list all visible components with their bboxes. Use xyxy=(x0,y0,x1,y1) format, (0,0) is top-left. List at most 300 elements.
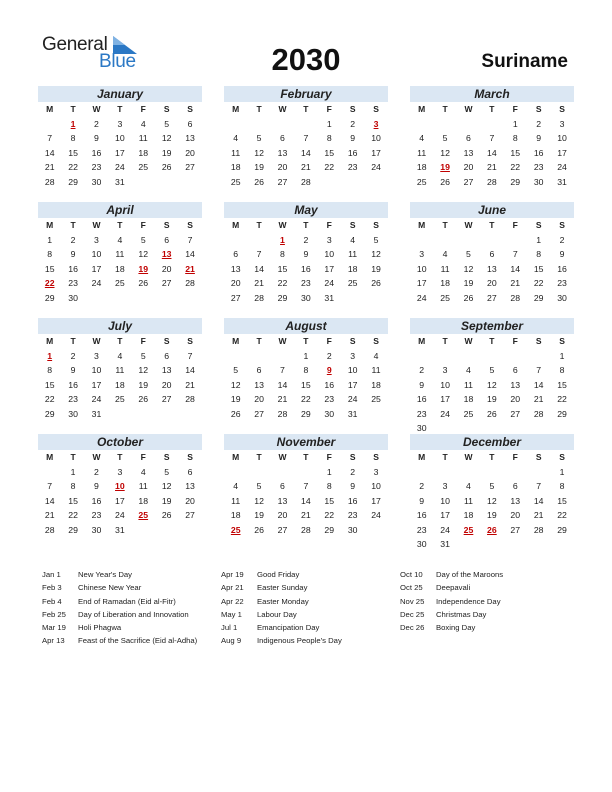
weekday-header: S xyxy=(535,336,542,346)
day-cell: 7 xyxy=(303,133,309,143)
day-cell: 26 xyxy=(487,408,497,419)
day-cell: 3 xyxy=(442,365,448,375)
logo-word-general: General xyxy=(42,34,108,55)
empty-cell xyxy=(410,349,433,364)
weekday-header: S xyxy=(349,336,356,346)
day-cell: 6 xyxy=(512,481,518,491)
day-cell: 16 xyxy=(68,379,78,390)
weekday-header: M xyxy=(46,336,54,346)
day-cell: 8 xyxy=(280,249,285,259)
day-cell: 7 xyxy=(303,481,309,491)
holiday-name: End of Ramadan (Eid al-Fitr) xyxy=(78,596,176,606)
day-cell: 21 xyxy=(301,510,311,520)
month-title: April xyxy=(38,202,202,218)
weekday-header: T xyxy=(442,220,448,230)
day-cell: 20 xyxy=(185,147,195,158)
holiday-day-cell: 9 xyxy=(326,365,332,375)
empty-cell xyxy=(433,117,456,132)
weekday-header: M xyxy=(46,104,54,114)
day-cell: 11 xyxy=(115,249,125,259)
day-cell: 8 xyxy=(326,133,332,143)
day-cell: 2 xyxy=(419,481,425,491)
day-cell: 12 xyxy=(440,147,450,158)
month-december xyxy=(410,434,574,552)
day-cell: 8 xyxy=(512,133,518,143)
day-cell: 19 xyxy=(487,394,497,404)
day-cell: 22 xyxy=(324,510,335,520)
day-cell: 15 xyxy=(557,495,567,506)
holiday-date: Oct 10 xyxy=(400,570,423,579)
empty-cell xyxy=(480,233,503,248)
day-cell: 15 xyxy=(533,263,544,274)
holiday-entry xyxy=(42,634,197,647)
day-cell: 19 xyxy=(230,394,241,404)
day-cell: 9 xyxy=(419,495,425,506)
day-cell: 16 xyxy=(91,147,102,158)
day-cell: 3 xyxy=(117,466,123,477)
logo-word-blue: Blue xyxy=(99,51,136,72)
day-cell: 5 xyxy=(373,234,379,245)
weekday-header: S xyxy=(559,336,565,346)
day-cell: 24 xyxy=(115,510,125,520)
empty-cell xyxy=(38,465,61,480)
day-cell: 13 xyxy=(510,495,521,506)
day-cell: 30 xyxy=(347,524,358,535)
holiday-date: Apr 19 xyxy=(221,570,244,579)
day-cell: 16 xyxy=(557,263,567,274)
day-cell: 14 xyxy=(487,147,497,158)
holiday-date: Mar 19 xyxy=(42,623,66,633)
holiday-date: Apr 13 xyxy=(42,636,65,646)
day-cell: 28 xyxy=(44,176,55,187)
holiday-name: Christmas Day xyxy=(436,609,487,619)
day-cell: 27 xyxy=(185,162,195,172)
holiday-date: Aug 9 xyxy=(221,636,242,646)
holiday-column xyxy=(221,568,342,648)
day-cell: 6 xyxy=(512,365,518,375)
day-cell: 27 xyxy=(277,524,288,535)
month-october xyxy=(38,434,202,537)
day-cell: 28 xyxy=(254,292,264,303)
day-cell: 30 xyxy=(68,408,78,419)
day-cell: 12 xyxy=(254,495,264,506)
day-cell: 2 xyxy=(94,118,99,129)
day-cell: 6 xyxy=(466,133,471,143)
holiday-day-cell: 25 xyxy=(138,510,149,520)
day-cell: 22 xyxy=(533,278,544,288)
holiday-entry xyxy=(221,634,342,647)
month-november xyxy=(224,434,388,537)
day-cell: 21 xyxy=(44,162,55,172)
weekday-header: T xyxy=(303,220,309,230)
weekday-header: S xyxy=(163,452,170,462)
day-cell: 15 xyxy=(277,263,288,274)
weekday-header: F xyxy=(512,452,518,462)
day-cell: 15 xyxy=(44,263,55,274)
day-cell: 12 xyxy=(138,249,149,259)
day-cell: 4 xyxy=(117,350,123,361)
day-cell: 7 xyxy=(512,249,518,259)
weekday-header: W xyxy=(92,220,101,230)
day-cell: 27 xyxy=(185,510,195,520)
day-cell: 12 xyxy=(230,379,241,390)
day-cell: 13 xyxy=(185,481,195,491)
day-cell: 7 xyxy=(280,365,285,375)
day-cell: 27 xyxy=(487,292,497,303)
day-cell: 26 xyxy=(138,394,149,404)
weekday-header: F xyxy=(140,220,146,230)
weekday-header: T xyxy=(256,104,262,114)
day-cell: 21 xyxy=(254,278,264,288)
day-cell: 11 xyxy=(463,495,473,506)
weekday-header: T xyxy=(489,220,495,230)
day-cell: 19 xyxy=(254,510,264,520)
day-cell: 12 xyxy=(371,249,381,259)
weekday-header: T xyxy=(442,452,448,462)
holiday-date: Dec 25 xyxy=(400,609,425,619)
weekday-header: T xyxy=(70,220,76,230)
day-cell: 31 xyxy=(91,408,102,419)
empty-cell xyxy=(247,349,270,364)
weekday-header: T xyxy=(442,336,448,346)
holiday-entry xyxy=(400,595,503,608)
day-cell: 13 xyxy=(463,147,474,158)
day-cell: 15 xyxy=(68,495,78,506)
empty-cell xyxy=(271,349,294,364)
day-cell: 25 xyxy=(416,176,427,187)
day-cell: 2 xyxy=(70,350,76,361)
day-cell: 9 xyxy=(536,133,542,143)
day-cell: 1 xyxy=(512,118,518,129)
day-cell: 23 xyxy=(347,162,358,172)
day-cell: 28 xyxy=(185,278,195,288)
empty-cell xyxy=(410,465,433,480)
day-cell: 12 xyxy=(254,147,264,158)
day-cell: 20 xyxy=(161,263,172,274)
day-cell: 20 xyxy=(510,510,521,520)
empty-cell xyxy=(294,465,317,480)
weekday-header: S xyxy=(373,104,379,114)
day-cell: 26 xyxy=(254,524,264,535)
weekday-header: S xyxy=(187,452,193,462)
day-cell: 6 xyxy=(164,350,170,361)
day-cell: 14 xyxy=(254,263,264,274)
month-grid xyxy=(410,450,574,552)
empty-cell xyxy=(410,117,433,132)
weekday-header: W xyxy=(464,220,473,230)
day-cell: 23 xyxy=(557,278,567,288)
day-cell: 26 xyxy=(371,278,381,288)
day-cell: 10 xyxy=(557,133,567,143)
day-cell: 28 xyxy=(301,524,311,535)
empty-cell xyxy=(480,465,503,480)
empty-cell xyxy=(38,117,61,132)
day-cell: 26 xyxy=(161,510,172,520)
month-grid xyxy=(38,450,202,537)
holiday-name: Good Friday xyxy=(257,570,300,579)
month-title: August xyxy=(224,318,388,334)
day-cell: 16 xyxy=(416,394,427,404)
holiday-name: Easter Sunday xyxy=(257,583,308,593)
month-january xyxy=(38,86,202,189)
day-cell: 22 xyxy=(324,162,335,172)
day-cell: 23 xyxy=(324,394,335,404)
weekday-header: F xyxy=(140,336,146,346)
day-cell: 26 xyxy=(254,176,264,187)
day-cell: 14 xyxy=(44,147,55,158)
weekday-header: S xyxy=(535,220,542,230)
day-cell: 20 xyxy=(463,162,474,172)
day-cell: 13 xyxy=(487,263,497,274)
weekday-header: S xyxy=(559,104,565,114)
weekday-header: T xyxy=(256,452,262,462)
day-cell: 21 xyxy=(487,162,497,172)
holiday-date: Oct 25 xyxy=(400,583,423,593)
day-cell: 16 xyxy=(68,263,78,274)
holiday-entry xyxy=(400,581,503,594)
weekday-header: M xyxy=(418,220,426,230)
holiday-name: Day of Liberation and Innovation xyxy=(78,609,189,619)
weekday-header: S xyxy=(187,220,193,230)
day-cell: 2 xyxy=(70,234,76,245)
holiday-day-cell: 3 xyxy=(373,118,379,129)
weekday-header: S xyxy=(535,104,542,114)
weekday-header: T xyxy=(303,336,309,346)
day-cell: 11 xyxy=(440,263,450,274)
day-cell: 8 xyxy=(559,365,565,375)
day-cell: 3 xyxy=(419,249,425,259)
day-cell: 16 xyxy=(347,147,358,158)
day-cell: 29 xyxy=(557,408,567,419)
holiday-entry xyxy=(42,621,197,634)
day-cell: 11 xyxy=(417,147,427,158)
day-cell: 28 xyxy=(533,524,544,535)
day-cell: 5 xyxy=(489,481,495,491)
weekday-header: S xyxy=(187,336,193,346)
weekday-header: T xyxy=(117,220,123,230)
holiday-entry xyxy=(42,608,197,621)
weekday-header: M xyxy=(418,336,426,346)
day-cell: 11 xyxy=(371,365,381,375)
day-cell: 17 xyxy=(440,394,450,404)
day-cell: 30 xyxy=(557,292,567,303)
day-cell: 13 xyxy=(254,379,264,390)
weekday-header: T xyxy=(117,104,123,114)
day-cell: 14 xyxy=(185,249,195,259)
day-cell: 9 xyxy=(94,133,99,143)
holiday-name: Chinese New Year xyxy=(78,583,142,593)
day-cell: 6 xyxy=(256,365,262,375)
day-cell: 16 xyxy=(533,147,544,158)
holiday-date: Dec 26 xyxy=(400,623,425,633)
day-cell: 24 xyxy=(416,292,427,303)
day-cell: 12 xyxy=(487,379,497,390)
weekday-header: T xyxy=(117,452,123,462)
day-cell: 2 xyxy=(350,466,356,477)
holiday-day-cell: 10 xyxy=(115,481,125,491)
day-cell: 3 xyxy=(326,234,332,245)
day-cell: 18 xyxy=(138,495,149,506)
weekday-header: W xyxy=(92,104,101,114)
day-cell: 24 xyxy=(115,162,125,172)
empty-cell xyxy=(433,465,456,480)
day-cell: 12 xyxy=(138,365,149,375)
month-title: May xyxy=(224,202,388,218)
empty-cell xyxy=(433,233,456,248)
day-cell: 19 xyxy=(463,278,474,288)
month-july xyxy=(38,318,202,421)
weekday-header: M xyxy=(46,452,54,462)
day-cell: 6 xyxy=(187,466,193,477)
empty-cell xyxy=(224,117,247,132)
weekday-header: S xyxy=(349,220,356,230)
day-cell: 9 xyxy=(350,481,356,491)
day-cell: 18 xyxy=(463,394,474,404)
day-cell: 15 xyxy=(301,379,311,390)
empty-cell xyxy=(247,465,270,480)
day-cell: 12 xyxy=(487,495,497,506)
day-cell: 5 xyxy=(442,133,448,143)
day-cell: 5 xyxy=(233,365,239,375)
weekday-header: F xyxy=(326,452,332,462)
day-cell: 10 xyxy=(371,481,381,491)
day-cell: 2 xyxy=(419,365,425,375)
day-cell: 11 xyxy=(138,133,148,143)
weekday-header: W xyxy=(92,336,101,346)
day-cell: 29 xyxy=(44,408,55,419)
holiday-entry xyxy=(221,568,342,581)
weekday-header: S xyxy=(373,336,379,346)
day-cell: 26 xyxy=(463,292,474,303)
day-cell: 24 xyxy=(91,394,102,404)
month-april xyxy=(38,202,202,305)
day-cell: 31 xyxy=(115,176,125,187)
day-cell: 25 xyxy=(230,176,241,187)
day-cell: 25 xyxy=(138,162,149,172)
day-cell: 7 xyxy=(187,350,193,361)
day-cell: 21 xyxy=(533,510,544,520)
day-cell: 20 xyxy=(161,379,172,390)
day-cell: 3 xyxy=(373,466,379,477)
weekday-header: M xyxy=(232,220,240,230)
day-cell: 9 xyxy=(350,133,356,143)
year-title: 2030 xyxy=(271,42,341,77)
month-grid xyxy=(38,334,202,421)
empty-cell xyxy=(433,349,456,364)
day-cell: 27 xyxy=(510,408,521,419)
empty-cell xyxy=(247,233,270,248)
holiday-name: Feast of the Sacrifice (Eid al-Adha) xyxy=(78,636,198,646)
day-cell: 5 xyxy=(164,118,170,129)
weekday-header: T xyxy=(70,336,76,346)
empty-cell xyxy=(410,233,433,248)
month-grid xyxy=(410,102,574,189)
day-cell: 23 xyxy=(347,510,358,520)
day-cell: 2 xyxy=(303,234,309,245)
month-title: October xyxy=(38,434,202,450)
holiday-day-cell: 19 xyxy=(138,263,149,274)
day-cell: 6 xyxy=(187,118,193,129)
day-cell: 22 xyxy=(277,278,288,288)
day-cell: 8 xyxy=(303,365,309,375)
month-september xyxy=(410,318,574,436)
day-cell: 9 xyxy=(70,365,76,375)
holiday-entry xyxy=(400,621,503,634)
weekday-header: S xyxy=(187,104,193,114)
weekday-header: F xyxy=(512,220,518,230)
holiday-entry xyxy=(221,608,342,621)
empty-cell xyxy=(224,233,247,248)
weekday-header: S xyxy=(373,220,379,230)
day-cell: 29 xyxy=(533,292,544,303)
day-cell: 28 xyxy=(533,408,544,419)
day-cell: 18 xyxy=(115,263,125,274)
day-cell: 16 xyxy=(347,495,358,506)
day-cell: 11 xyxy=(463,379,473,390)
month-title: December xyxy=(410,434,574,450)
day-cell: 4 xyxy=(442,249,448,259)
day-cell: 5 xyxy=(256,481,262,491)
day-cell: 30 xyxy=(533,176,544,187)
day-cell: 19 xyxy=(138,379,149,390)
day-cell: 24 xyxy=(91,278,102,288)
day-cell: 21 xyxy=(44,510,55,520)
day-cell: 10 xyxy=(115,133,125,143)
day-cell: 18 xyxy=(463,510,474,520)
day-cell: 10 xyxy=(440,379,450,390)
day-cell: 2 xyxy=(94,466,99,477)
weekday-header: M xyxy=(232,452,240,462)
day-cell: 31 xyxy=(440,539,450,549)
month-march xyxy=(410,86,574,189)
empty-cell xyxy=(504,465,527,480)
day-cell: 4 xyxy=(233,133,239,143)
day-cell: 15 xyxy=(324,495,335,506)
day-cell: 21 xyxy=(277,394,288,404)
day-cell: 17 xyxy=(371,147,381,158)
day-cell: 17 xyxy=(557,147,567,158)
day-cell: 28 xyxy=(301,176,311,187)
day-cell: 3 xyxy=(94,234,99,245)
weekday-header: M xyxy=(418,452,426,462)
day-cell: 31 xyxy=(557,176,567,187)
day-cell: 21 xyxy=(185,379,195,390)
day-cell: 19 xyxy=(371,263,381,274)
day-cell: 8 xyxy=(47,365,53,375)
day-cell: 27 xyxy=(161,278,172,288)
day-cell: 3 xyxy=(350,350,356,361)
day-cell: 15 xyxy=(44,379,55,390)
day-cell: 1 xyxy=(559,466,565,477)
day-cell: 7 xyxy=(536,481,542,491)
weekday-header: F xyxy=(140,452,146,462)
empty-cell xyxy=(224,465,247,480)
empty-cell xyxy=(457,233,480,248)
holiday-name: Deepavali xyxy=(436,583,471,593)
day-cell: 22 xyxy=(301,394,311,404)
day-cell: 1 xyxy=(559,350,565,361)
day-cell: 7 xyxy=(187,234,193,245)
holiday-name: Boxing Day xyxy=(436,623,476,633)
weekday-header: M xyxy=(232,104,240,114)
empty-cell xyxy=(294,117,317,132)
day-cell: 2 xyxy=(350,118,356,129)
weekday-header: S xyxy=(559,452,565,462)
day-cell: 27 xyxy=(161,394,172,404)
day-cell: 8 xyxy=(47,249,53,259)
holiday-date: Feb 25 xyxy=(42,609,66,619)
day-cell: 10 xyxy=(91,365,102,375)
